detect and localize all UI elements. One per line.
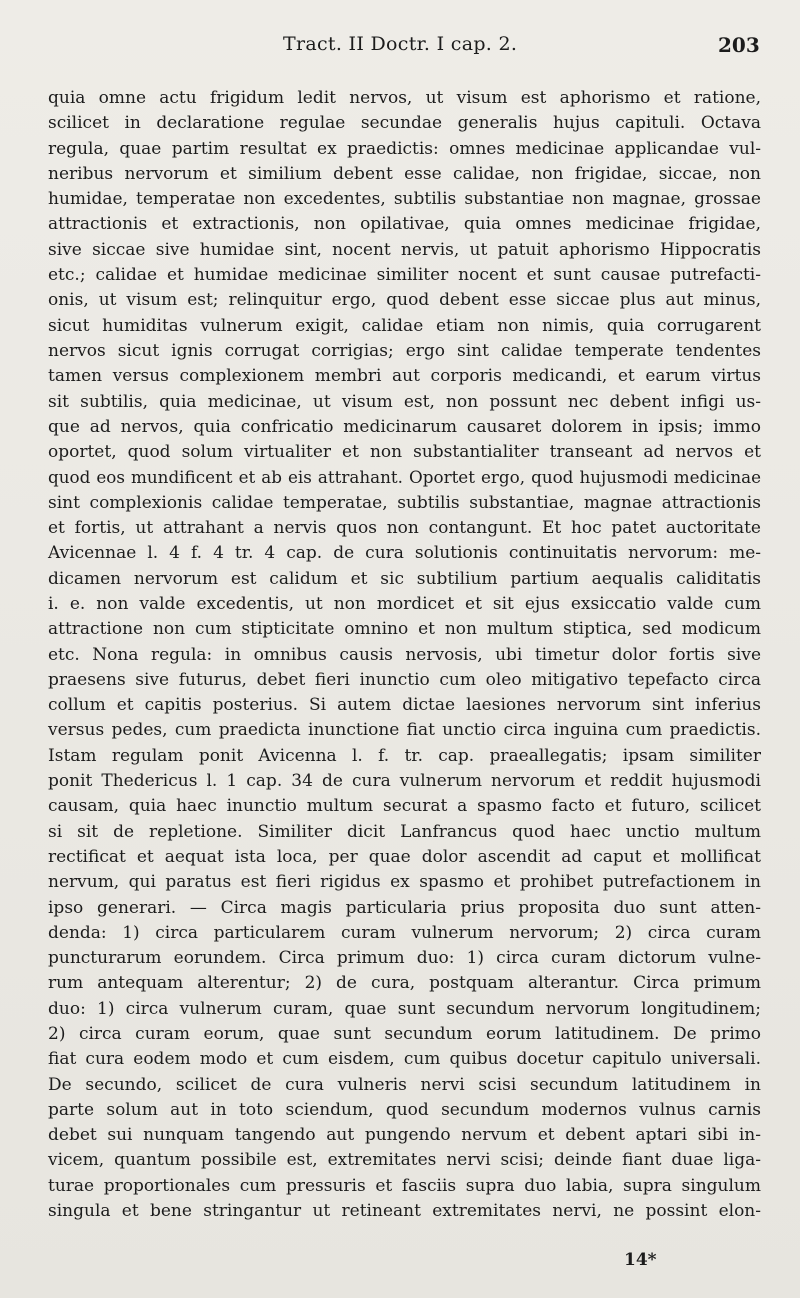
- text-line: que ad nervos, quia confricatio medicinarum causaret dolorem in ipsis; immo: [48, 416, 761, 437]
- text-line: 2) circa curam eorum, quae sunt secundum eorum latitudinem. De primo: [48, 1023, 761, 1044]
- text-line: ponit Thedericus l. 1 cap. 34 de cura vulnerum nervorum et reddit hujusmodi: [48, 771, 761, 792]
- text-line: versus pedes, cum praedicta inunctione fiat unctio circa inguina cum praedictis.: [48, 720, 761, 741]
- text-line: sit subtilis, quia medicinae, ut visum est, non possunt nec debent infigi us-: [48, 391, 761, 412]
- text-line: singula et bene stringantur ut retineant extremitates nervi, ne possint elon-: [48, 1201, 761, 1222]
- text-line: sicut humiditas vulnerum exigit, calidae etiam non nimis, quia corrugarent: [48, 315, 761, 336]
- text-line: scilicet in declaratione regulae secundae generalis hujus capituli. Octava: [48, 113, 761, 134]
- text-line: onis, ut visum est; relinquitur ergo, quod debent esse siccae plus aut minus,: [48, 290, 761, 311]
- text-line: et fortis, ut attrahant a nervis quos non contangunt. Et hoc patet auctoritate: [48, 518, 761, 539]
- text-line: rectificat et aequat ista loca, per quae dolor ascendit ad caput et mollificat: [48, 846, 761, 867]
- text-line: rum antequam alterentur; 2) de cura, postquam alterantur. Circa primum: [48, 973, 761, 994]
- text-line: attractione non cum stipticitate omnino et non multum stiptica, sed modicum: [48, 619, 761, 640]
- text-line: tamen versus complexionem membri aut corporis medicandi, et earum virtus: [48, 366, 761, 387]
- page-number: 203: [718, 33, 760, 57]
- text-line: nervum, qui paratus est fieri rigidus ex spasmo et prohibet putrefactionem in: [48, 872, 761, 893]
- running-head: Tract. II Doctr. I cap. 2.: [283, 33, 518, 55]
- text-line: turae proportionales cum pressuris et fasciis supra duo labia, supra singulum: [48, 1175, 761, 1196]
- text-line: dicamen nervorum est calidum et sic subtilium partium aequalis caliditatis: [48, 568, 761, 589]
- text-line: quod eos mundificent et ab eis attrahant. Oportet ergo, quod hujusmodi medicinae: [48, 467, 761, 488]
- text-line: Avicennae l. 4 f. 4 tr. 4 cap. de cura solutionis continuitatis nervorum: me-: [48, 543, 761, 564]
- text-line: etc.; calidae et humidae medicinae similiter nocent et sunt causae putrefacti-: [48, 265, 761, 286]
- text-line: humidae, temperatae non excedentes, subtilis substantiae non magnae, grossae: [48, 189, 761, 210]
- text-line: nervos sicut ignis corrugat corrigias; ergo sint calidae temperate tendentes: [48, 340, 761, 361]
- text-line: attractionis et extractionis, non opilativae, quia omnes medicinae frigidae,: [48, 214, 761, 235]
- text-line: i. e. non valde excedentis, ut non mordicet et sit ejus exsiccatio valde cum: [48, 593, 761, 614]
- text-line: Istam regulam ponit Avicenna l. f. tr. cap. praeallegatis; ipsam similiter: [48, 745, 761, 766]
- text-line: causam, quia haec inunctio multum securat a spasmo facto et futuro, scilicet: [48, 796, 761, 817]
- text-line: duo: 1) circa vulnerum curam, quae sunt secundum nervorum longitudinem;: [48, 998, 761, 1019]
- text-line: fiat cura eodem modo et cum eisdem, cum quibus docetur capitulo universali.: [48, 1049, 761, 1070]
- text-line: sive siccae sive humidae sint, nocent nervis, ut patuit aphorismo Hippocratis: [48, 239, 761, 260]
- text-line: etc. Nona regula: in omnibus causis nervosis, ubi timetur dolor fortis sive: [48, 644, 761, 665]
- text-line: sint complexionis calidae temperatae, subtilis substantiae, magnae attractionis: [48, 492, 761, 513]
- text-line: puncturarum eorundem. Circa primum duo: 1) circa curam dictorum vulne-: [48, 948, 761, 969]
- body-text: [48, 86, 761, 1224]
- text-line: De secundo, scilicet de cura vulneris nervi scisi secundum latitudinem in: [48, 1074, 761, 1095]
- text-line: denda: 1) circa particularem curam vulnerum nervorum; 2) circa curam: [48, 922, 761, 943]
- text-line: debet sui nunquam tangendo aut pungendo nervum et debent aptari sibi in-: [48, 1125, 761, 1146]
- text-line: quia omne actu frigidum ledit nervos, ut visum est aphorismo et ratione,: [48, 88, 761, 108]
- text-line: praesens sive futurus, debet fieri inunctio cum oleo mitigativo tepefacto circa: [48, 669, 761, 690]
- text-line: collum et capitis posterius. Si autem dictae laesiones nervorum sint inferius: [48, 695, 761, 716]
- page-header: [0, 33, 800, 63]
- text-line: oportet, quod solum virtualiter et non substantialiter transeant ad nervos et: [48, 442, 761, 463]
- text-line: vicem, quantum possibile est, extremitates nervi scisi; deinde fiant duae liga-: [48, 1150, 761, 1171]
- text-line: parte solum aut in toto sciendum, quod secundum modernos vulnus carnis: [48, 1099, 761, 1120]
- text-line: ipso generari. — Circa magis particularia prius proposita duo sunt atten-: [48, 897, 761, 918]
- text-line: regula, quae partim resultat ex praedictis: omnes medicinae applicandae vul-: [48, 138, 761, 159]
- text-line: si sit de repletione. Similiter dicit Lanfrancus quod haec unctio multum: [48, 821, 761, 842]
- signature-mark: 14*: [624, 1250, 657, 1270]
- text-line: neribus nervorum et similium debent esse calidae, non frigidae, siccae, non: [48, 163, 761, 184]
